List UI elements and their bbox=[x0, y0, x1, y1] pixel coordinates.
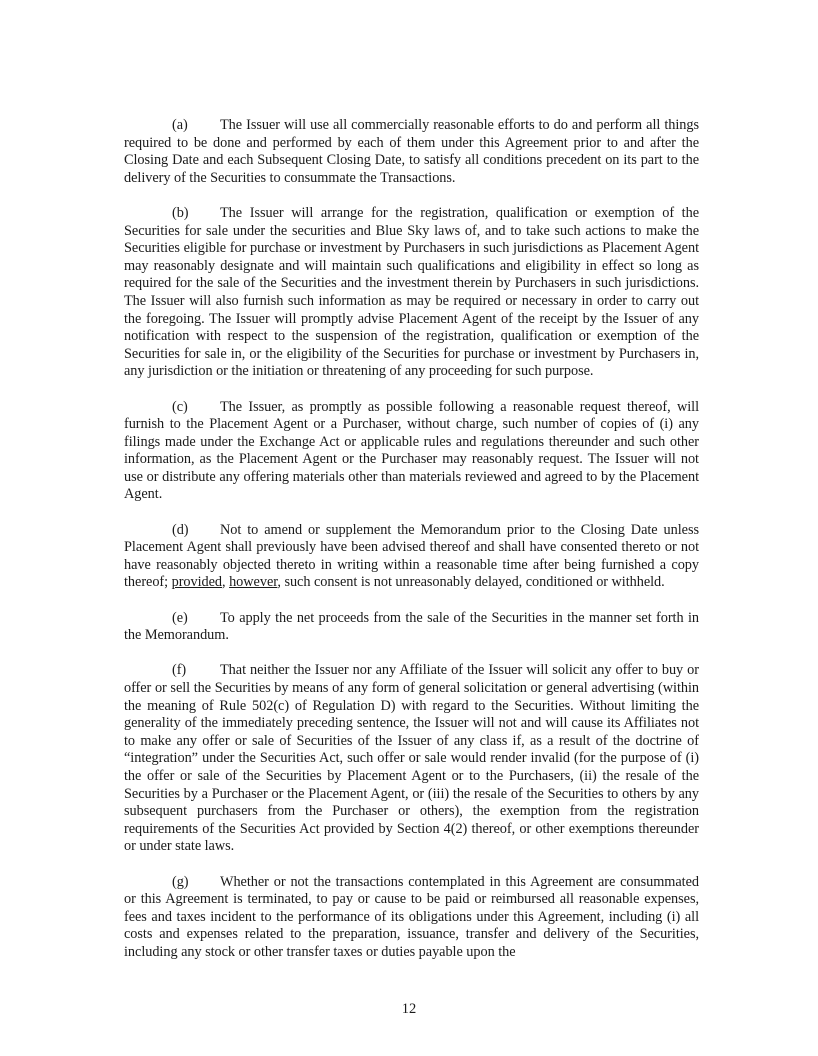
paragraph-text: Whether or not the transactions contemplated in this Agreement are consummated or this Agreement is terminated, to pay or cause to be paid or reimbursed all reasonable expenses, fees and taxes incident to the performance of its obligations under this Agreement, including (i) all costs and expenses related to the preparation, issuance, transfer and delivery of the Securities, including any stock or other transfer taxes or duties payable upon the bbox=[124, 873, 699, 960]
paragraph-d bbox=[124, 522, 699, 592]
underlined-term-provided: provided bbox=[171, 574, 223, 591]
paragraph-b bbox=[124, 205, 699, 381]
paragraph-label: (d) bbox=[172, 521, 189, 538]
paragraph-label: (e) bbox=[172, 609, 188, 626]
paragraph-c bbox=[124, 399, 699, 505]
paragraph-text: The Issuer will use all commercially reasonable efforts to do and perform all things required to be done and performed by each of them under this Agreement prior to and after the Closing Date and each Subsequent Closing Date, to satisfy all conditions precedent on its part to the delivery of the Securities to consummate the Transactions. bbox=[124, 117, 699, 186]
paragraph-label: (a) bbox=[172, 117, 188, 133]
separator-text: , bbox=[222, 574, 230, 591]
paragraph-label: (b) bbox=[172, 204, 189, 221]
paragraph-label: (g) bbox=[172, 873, 189, 890]
paragraph-a bbox=[124, 117, 699, 187]
paragraph-text: The Issuer, as promptly as possible following a reasonable request thereof, will furnish to the Placement Agent or a Purchaser, without charge, such number of copies of (i) any filings made under the Exchange Act or applicable rules and regulations thereunder and such other information, as the Placement Agent or the Purchaser may reasonably request. The Issuer will not use or distribute any offering materials other than materials reviewed and agreed to by the Placement Agent. bbox=[124, 398, 699, 503]
page-number: 12 bbox=[401, 1001, 417, 1017]
paragraph-label: (f) bbox=[172, 662, 187, 679]
document-page bbox=[124, 117, 699, 979]
paragraph-text: To apply the net proceeds from the sale of the Securities in the manner set forth in the Memorandum. bbox=[124, 609, 699, 644]
paragraph-text-end: , such consent is not unreasonably delayed, conditioned or withheld. bbox=[277, 574, 665, 591]
paragraph-text: That neither the Issuer nor any Affiliate of the Issuer will solicit any offer to buy or offer or sell the Securities by means of any form of general solicitation or general advertising (within the meaning of Rule 502(c) of Regulation D) with regard to the Securities. Without limiting the generality of the immediately preceding sentence, the Issuer will not and will cause its Affiliates not to make any offer or sale of Securities of the Issuer of any class if, as a result of the doctrine of “integration” under the Securities Act, such offer or sale would render invalid (for the purpose of (i) the offer or sale of the Securities by Placement Agent or to the Purchasers, (ii) the resale of the Securities by a Purchaser or the Placement Agent, or (iii) the resale of the Securities to others by any subsequent purchasers from the Purchaser or others), the exemption from the registration requirements of the Securities Act provided by Section 4(2) thereof, or other exemptions thereunder or under state laws. bbox=[124, 662, 699, 855]
paragraph-f bbox=[124, 662, 699, 856]
paragraph-g bbox=[124, 874, 699, 962]
paragraph-text: The Issuer will arrange for the registration, qualification or exemption of the Securities for sale under the securities and Blue Sky laws of, and to take such actions to make the Securities eligible for purchase or investment by Purchasers in such jurisdictions as Placement Agent may reasonably designate and will maintain such qualifications and eligibility in effect so long as required for the sale of the Securities and the investment therein by Purchasers in such jurisdictions. The Issuer will also furnish such information as may be required or necessary in order to carry out the foregoing. The Issuer will promptly advise Placement Agent of the receipt by the Issuer of any notification with respect to the suspension of the registration, qualification or exemption of the Securities for sale in, or the eligibility of the Securities for purchase or investment by Purchasers in, any jurisdiction or the initiation or threatening of any proceeding for such purpose. bbox=[124, 204, 699, 380]
paragraph-e bbox=[124, 610, 699, 645]
paragraph-text: Not to amend or supplement the Memorandum prior to the Closing Date unless Placement Agent shall previously have been advised thereof and shall have consented thereto or not have reasonably objected thereto in writing within a reasonable time after being furnished a copy thereof; bbox=[124, 521, 699, 591]
underlined-term-however: however bbox=[229, 574, 278, 591]
paragraph-label: (c) bbox=[172, 398, 188, 415]
